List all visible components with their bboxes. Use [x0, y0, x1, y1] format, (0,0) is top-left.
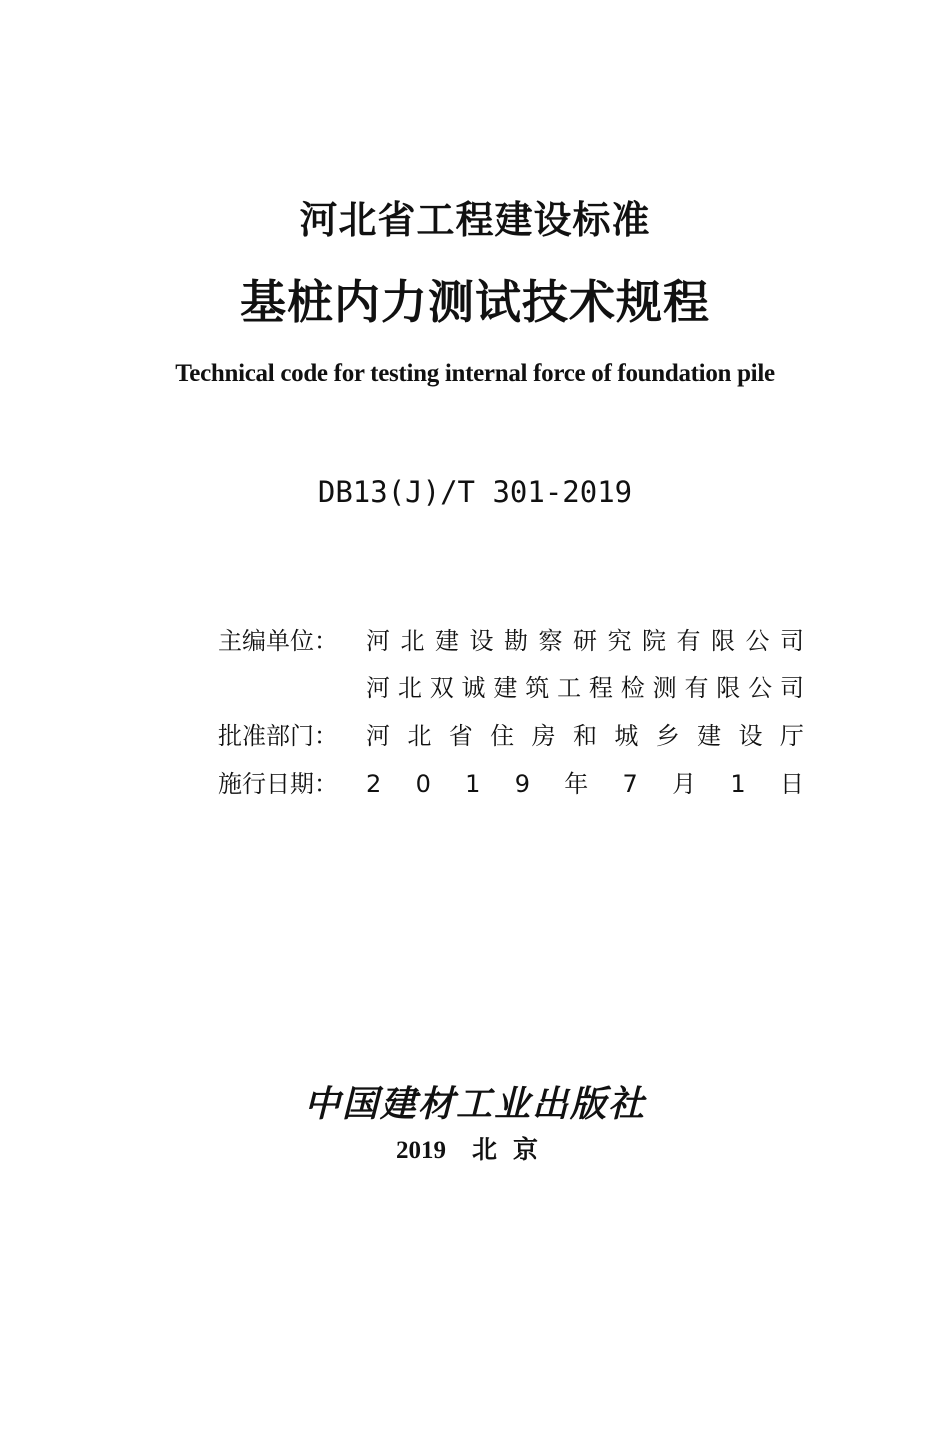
document-title: 基桩内力测试技术规程: [240, 275, 710, 329]
english-title: Technical code for testing internal force of foundation pile: [175, 360, 775, 387]
publication-city: 北京: [471, 1135, 554, 1164]
effective-date-label: 施行日期：: [218, 770, 338, 798]
effective-date: 2 0 1 9 年 7 月 1 日: [366, 770, 804, 798]
publication-year: 2019: [395, 1137, 446, 1164]
publisher-name: 中国建材工业出版社: [303, 1083, 646, 1125]
approver-organization: 河 北 省 住 房 和 城 乡 建 设 厅: [366, 722, 804, 750]
editor-label: 主编单位：: [218, 627, 338, 655]
publication-line: [0, 1134, 950, 1167]
editor-organization-2: 河 北 双 诚 建 筑 工 程 检 测 有 限 公 司: [366, 674, 804, 702]
series-title: 河北省工程建设标准: [299, 198, 651, 242]
standard-number: DB13(J)/T 301-2019: [317, 475, 633, 509]
approver-label: 批准部门：: [218, 722, 338, 750]
editor-organization-1: 河 北 建 设 勘 察 研 究 院 有 限 公 司: [366, 627, 804, 655]
